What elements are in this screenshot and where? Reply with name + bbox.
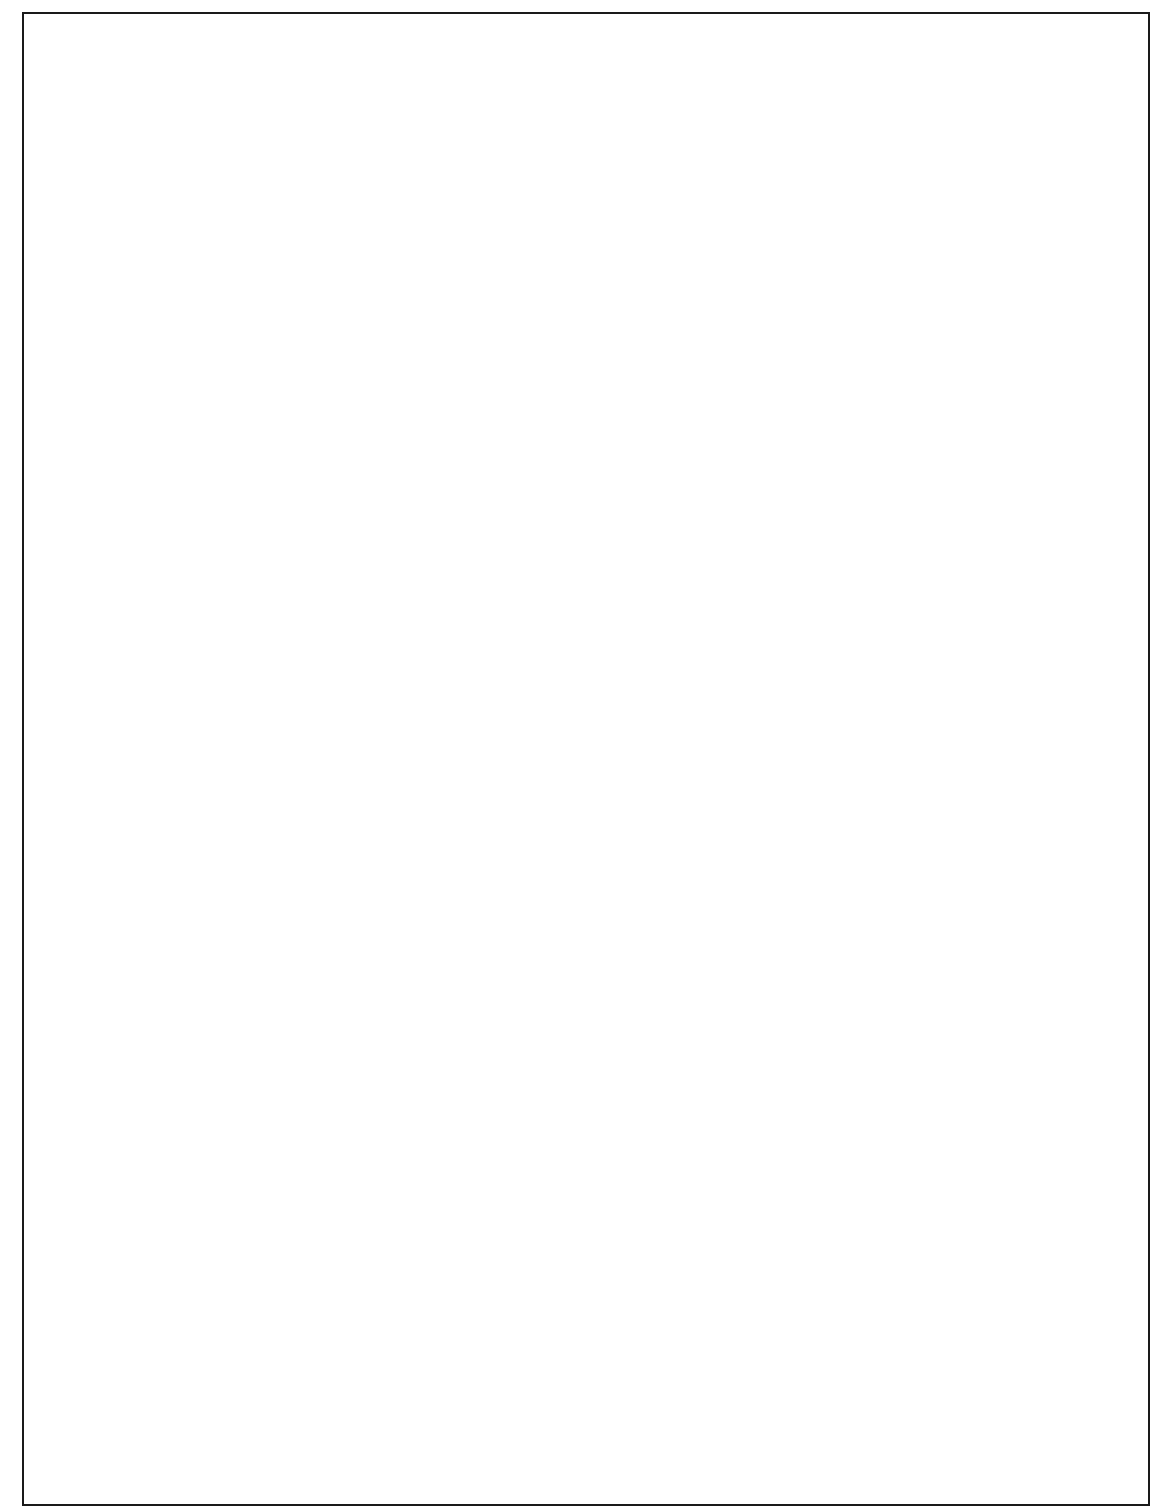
- outage-schedule-table: [22, 12, 1150, 1506]
